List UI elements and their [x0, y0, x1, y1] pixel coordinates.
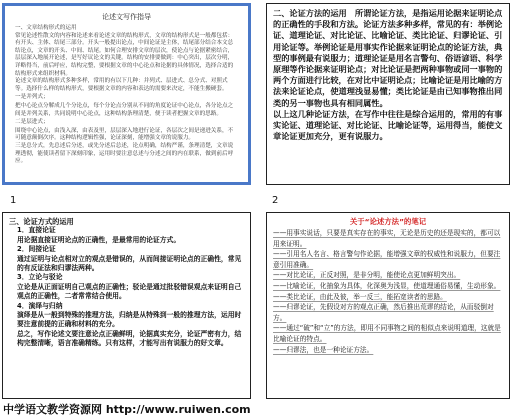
note-line: ——对比论证，正反对照，是非分明，能使论点更加鲜明突出。 — [273, 271, 461, 280]
paragraph: 把中心论点分解成几个分论点，每个分论点分别从不同的角度论证中心论点，各分论点之间是并列关系，共同说明中心论点，这种结构条理清楚，便于读者把握文章的思路。 — [15, 102, 234, 117]
list-item-text: 立论是从正面证明自己观点的正确性；驳论是通过批驳错误观点来证明自己观点的正确性，二者常常结合使用。 — [17, 282, 242, 301]
sub-heading: 二是层进式； — [15, 119, 49, 126]
note-line: ——类比论证，由此及彼，举一反三，能拓宽读者的思路。 — [273, 292, 447, 301]
list-item-title: 4．演绎与归纳 — [17, 301, 63, 310]
paragraph: 二、论证方法的运用 所谓论证方法，是指运用论据来证明论点的正确性的手段和方法。论证方法多种多样，常见的有：举例论证、道理论证、对比论证、比喻论证、类比论证、归谬论证、引用论证等。举例论证是用事实作论据来证明论点的论证方法，典型的事例最有说服力；道理论证是用名言警句、俗语谚语、科学原理等作论据来证明论点；对比论证是把两种事物或同一事物的两个方面进行比较，在对比中证明论点；比喻论证是用比喻的方法来论证论点，使道理浅显易懂；类比论证是由已知事物推出同类的另一事物也具有相同属性。 — [273, 8, 503, 108]
list-item-text: 演绎是从一般到特殊的推理方法，归纳是从特殊到一般的推理方法，运用时要注意前提的正确和材料的充分。 — [17, 311, 242, 329]
list-item-title: 3．立论与驳论 — [17, 273, 63, 282]
paragraph: 常见论述性散文的内容和论述来看论述文章的结构形式，文章的结构形式是一般都包括：有开头、主体、结尾三部分。开头一般提出论点，中间论证是主体，结尾部分结合本文总结论点，文章的开头、中间、结尾。如何合理安排文章的层次，使论点与论据紧密结合，层层深入地展开论述，是写好议论文的关键。结构的安排要做到：中心突出，层次分明，详略得当，前后呼应，结构完整，要根据文章的中心论点和论据的具体情况，选择合适的结构形式来组织材料。 — [15, 32, 234, 77]
sub-heading: 一是并列式； — [15, 94, 49, 101]
list-item-text: 用论据直接证明论点的正确性，是最常用的论证方式。 — [17, 235, 181, 244]
footer-source: 中学语文教学资源网 http://www.ruiwen.com — [3, 403, 251, 416]
page-thumbnail-1[interactable] — [2, 3, 251, 185]
paragraph: 论述文章的结构形式多种多样，常用的有以下几种：并列式、层进式、总分式、对照式等。选择什么样的结构形式，要根据文章的内容和表达的需要来决定，不能生搬硬套。 — [15, 78, 228, 92]
page-number: 2 — [272, 195, 279, 206]
list-item-title: 2．间接论证 — [17, 245, 56, 254]
page-3-body — [3, 213, 250, 353]
page-thumbnail-2[interactable] — [266, 3, 510, 185]
summary-text: 总之，写作论述文要注意论点正确鲜明，论据真实充分，论证严密有力，结构完整清晰，语言准确精练。只有这样，才能写出有说服力的好文章。 — [17, 329, 242, 348]
note-line: ——用事实说话，只要是真实存在的事实，无论是历史的还是现实的，都可以用来证明。 — [273, 229, 501, 248]
paragraph: 围绕中心论点，由浅入深，由表及里，层层深入地进行论证，各层次之间是递进关系，不可随意颠倒次序。这种结构逻辑性强，论证深刻，能增强文章的说服力。 — [15, 127, 234, 142]
notes-title: 关于“论述方法”的笔记 — [349, 217, 427, 226]
page-thumbnail-4[interactable] — [266, 212, 510, 399]
paragraph: 以上这几种论证方法，在写作中往往是综合运用的，常用的有事实论证、道理论证、对比论证、比喻论证等，运用得当，能使文章论证更加充分，更有说服力。 — [273, 108, 503, 142]
page-number: 1 — [10, 195, 17, 206]
page-thumbnail-3[interactable] — [2, 212, 251, 399]
note-line: ——引用名人名言、格言警句作论据，能增强文章的权威性和说服力，但要注意引用准确。 — [273, 250, 501, 269]
document-title: 论述文写作指导 — [102, 13, 151, 21]
list-item-text: 通过证明与论点相对立的观点是错误的，从而间接证明论点的正确性，常见的有反证法和归谬法两种。 — [17, 254, 242, 273]
paragraph: 三是总分式，先总述后分述，或先分述后总述，论点明确，结构严谨，条理清楚，文章说理透彻，能使读者留下深刻印象，运用时要注意总述与分述之间的内在联系，做到前后呼应。 — [15, 142, 234, 165]
note-line: ——比喻论证，化抽象为具体，化深奥为浅显，使道理通俗易懂，生动形象。 — [273, 281, 501, 290]
page-4-body — [267, 228, 509, 355]
note-line: ——通过“破”和“立”的方法，即用不同事物之间的相似点来说明道理，这就是比喻论证的特点。 — [273, 324, 501, 343]
list-item-title: 1．直接论证 — [17, 226, 56, 235]
note-line: ——归谬法，也是一种论证方法。 — [273, 345, 374, 354]
page-2-body — [267, 4, 509, 146]
note-line: ——归谬论证，先假设对方的观点正确，然后推出荒谬的结论，从而驳倒对方。 — [273, 303, 494, 322]
section-heading: 一、文章结构形式的运用 — [15, 25, 77, 31]
page-1-body — [5, 25, 248, 166]
section-heading: 三、论证方式的运用 — [9, 217, 74, 226]
